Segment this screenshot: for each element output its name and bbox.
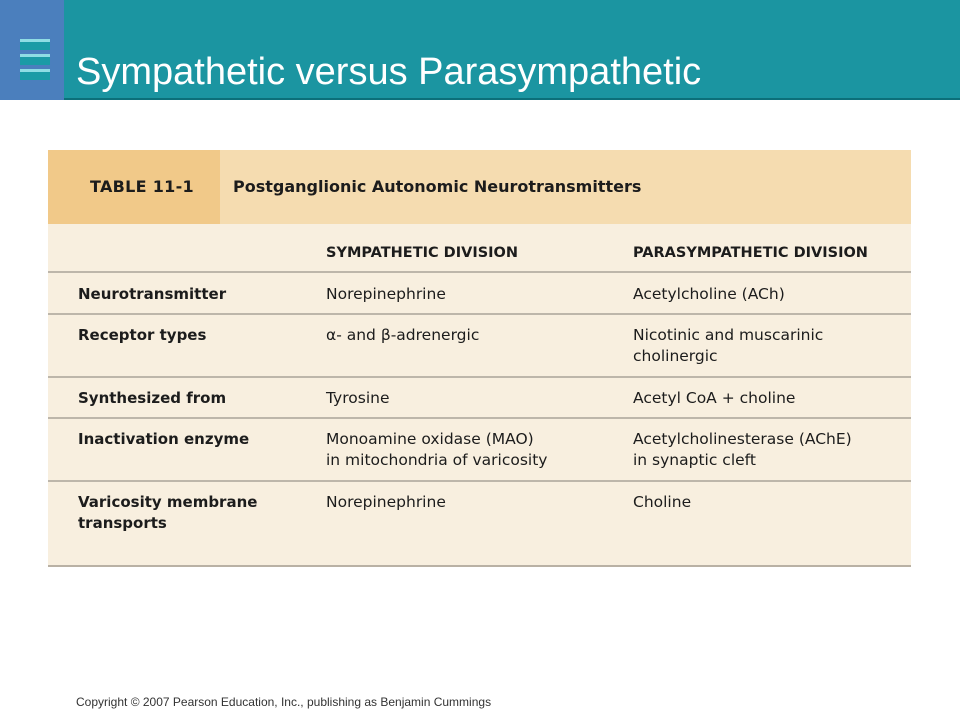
title-bar-accent: [0, 0, 64, 100]
slide-title: Sympathetic versus Parasympathetic: [76, 51, 702, 93]
cell-sympathetic-receptor-types: α- and β-adrenergic: [326, 326, 480, 344]
cell-sympathetic-synthesized-from: Tyrosine: [326, 389, 390, 407]
title-bar: [0, 0, 960, 100]
cell-sympathetic-neurotransmitter: Norepinephrine: [326, 285, 446, 303]
cell-parasympathetic-receptor-types: Nicotinic and muscarinic cholinergic: [633, 326, 824, 365]
row-label-varicosity-membrane-transports: Varicosity membrane transports: [78, 493, 258, 532]
row-label-synthesized-from: Synthesized from: [78, 389, 227, 407]
row-divider: [48, 271, 911, 273]
row-divider: [48, 480, 911, 482]
cell-parasympathetic-neurotransmitter: Acetylcholine (ACh): [633, 285, 785, 303]
cell-sympathetic-inactivation-enzyme: Monoamine oxidase (MAO) in mitochondria of varicosity: [326, 430, 548, 469]
row-divider: [48, 313, 911, 315]
cell-parasympathetic-inactivation-enzyme: Acetylcholinesterase (AChE) in synaptic cleft: [633, 430, 852, 469]
neurotransmitter-table: [48, 150, 911, 567]
row-label-inactivation-enzyme: Inactivation enzyme: [78, 430, 250, 448]
table-number: TABLE 11-1: [90, 177, 194, 196]
copyright-notice: Copyright © 2007 Pearson Education, Inc., publishing as Benjamin Cummings: [76, 695, 492, 709]
row-label-neurotransmitter: Neurotransmitter: [78, 285, 227, 303]
table-number-label: [48, 150, 220, 224]
cell-parasympathetic-synthesized-from: Acetyl CoA + choline: [633, 389, 796, 407]
stacked-bars-icon: [20, 39, 50, 83]
table-caption: [48, 150, 911, 224]
column-header-sympathetic: SYMPATHETIC DIVISION: [326, 245, 519, 261]
cell-parasympathetic-varicosity-transports: Choline: [633, 493, 692, 511]
row-divider: [48, 376, 911, 378]
table-caption-title: Postganglionic Autonomic Neurotransmitters: [233, 177, 642, 196]
column-header-parasympathetic: PARASYMPATHETIC DIVISION: [633, 245, 868, 261]
row-label-receptor-types: Receptor types: [78, 326, 207, 344]
row-divider: [48, 417, 911, 419]
cell-sympathetic-varicosity-transports: Norepinephrine: [326, 493, 446, 511]
